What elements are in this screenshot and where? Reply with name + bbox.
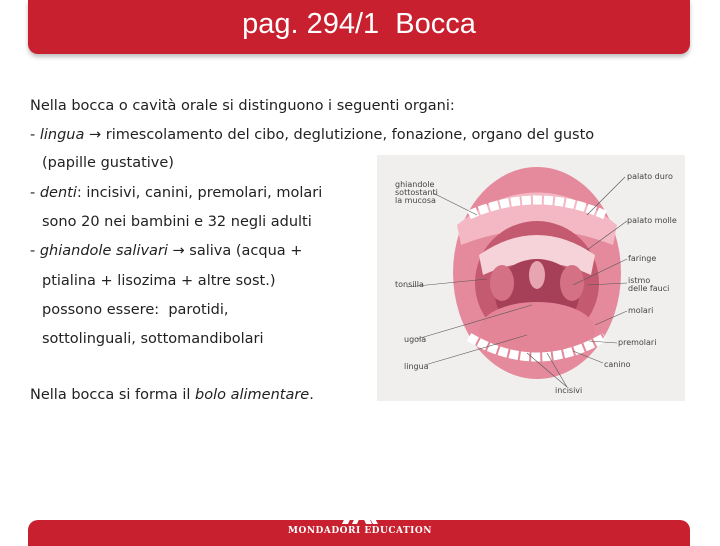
- bullet-ghiandole-cont2: possono essere: parotidi,: [42, 302, 229, 318]
- label-premolari: premolari: [618, 338, 657, 347]
- bullet-denti-cont: sono 20 nei bambini e 32 negli adulti: [42, 214, 312, 230]
- label-palato-molle: palato molle: [627, 216, 677, 225]
- term-lingua: lingua: [39, 127, 85, 143]
- label-molari: molari: [628, 306, 654, 315]
- term-ghiandole: ghiandole salivari: [39, 243, 168, 259]
- label-faringe: faringe: [628, 254, 657, 263]
- label-istmo: istmo delle fauci: [628, 276, 670, 293]
- title-bar: [28, 0, 690, 54]
- mouth-diagram: [377, 155, 685, 401]
- label-palato-duro: palato duro: [627, 172, 673, 181]
- bullet-lingua: - lingua → rimescolamento del cibo, deglutizione, fonazione, organo del gusto: [30, 127, 595, 143]
- brand-logo: [0, 496, 720, 540]
- intro-text: Nella bocca o cavità orale si distinguono i seguenti organi:: [30, 98, 455, 114]
- label-ghiandole: ghiandole sottostanti la mucosa: [395, 180, 438, 205]
- page-title: pag. 294/1 Bocca: [242, 8, 476, 40]
- bullet-lingua-cont: (papille gustative): [42, 155, 174, 171]
- label-ugola: ugola: [404, 335, 427, 344]
- label-canino: canino: [604, 360, 631, 369]
- term-denti: denti: [39, 185, 77, 201]
- bullet-ghiandole: - ghiandole salivari → saliva (acqua +: [30, 243, 303, 259]
- arrow-icon: →: [88, 127, 102, 143]
- bolo-text: Nella bocca si forma il bolo alimentare.: [30, 387, 314, 403]
- bullet-ghiandole-cont1: ptialina + lisozima + altre sost.): [42, 273, 276, 289]
- bullet-denti: - denti: incisivi, canini, premolari, molari: [30, 185, 323, 201]
- mondadori-logo-icon: [338, 496, 382, 524]
- brand-name: MONDADORI EDUCATION: [288, 526, 432, 536]
- label-tonsilla: tonsilla: [395, 280, 424, 289]
- term-bolo: bolo alimentare: [195, 387, 310, 403]
- bullet-ghiandole-cont3: sottolinguali, sottomandibolari: [42, 331, 264, 347]
- arrow-icon: →: [172, 243, 185, 259]
- label-incisivi: incisivi: [555, 386, 583, 395]
- label-lingua: lingua: [404, 362, 429, 371]
